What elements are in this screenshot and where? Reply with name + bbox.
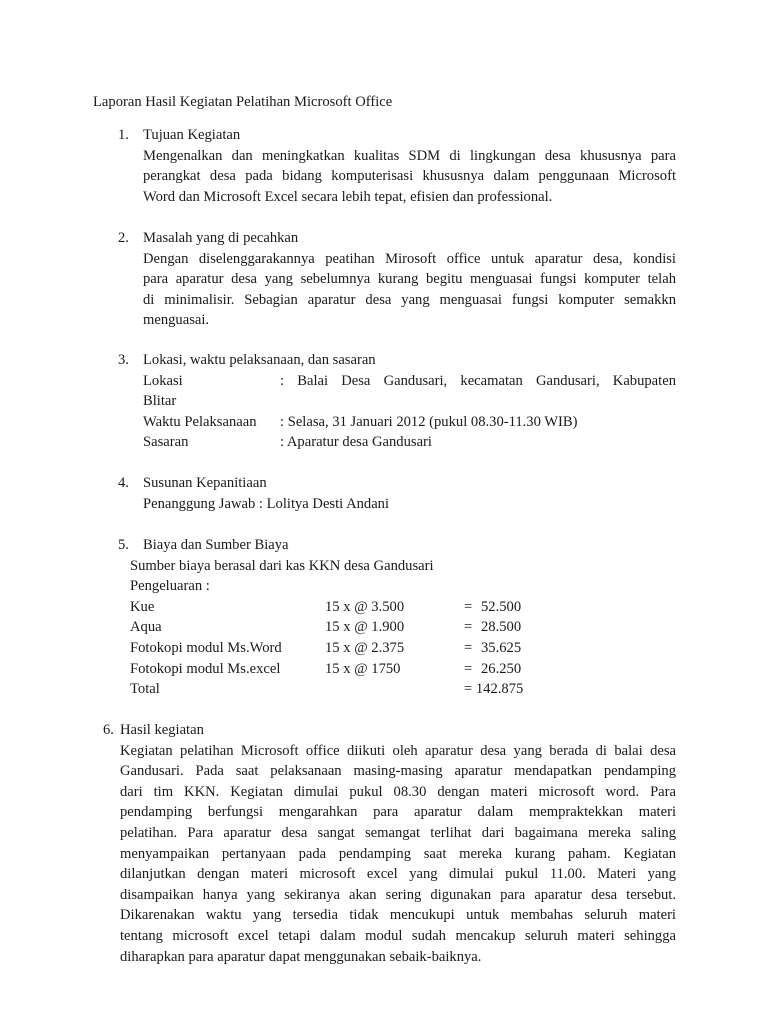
body-line: Word dan Microsoft Excel secara lebih tepat, efisien dan professional.	[143, 188, 553, 205]
body-line: menguasai.	[143, 312, 210, 329]
expense-item-name: Kue	[130, 598, 155, 615]
lokasi-continuation: Blitar	[143, 393, 177, 410]
expense-item-eq: =	[464, 660, 473, 677]
sasaran-row	[143, 432, 676, 453]
body-line: perangkat desa pada bidang komputerisasi khususnya dalam penggunaan Microsoft	[143, 168, 676, 185]
section-body	[143, 146, 676, 208]
expense-item-amount: 35.625	[481, 639, 522, 656]
expense-row	[130, 659, 550, 680]
sasaran-label: Sasaran	[143, 434, 189, 451]
section-number: 2.	[118, 230, 129, 246]
cost-source: Sumber biaya berasal dari kas KKN desa Gandusari	[130, 557, 434, 574]
body-line: menyampaikan pertanyaan pada pendamping saat mereka kurang paham. Kegiatan	[120, 845, 676, 862]
body-line: diharapkan para aparatur dapat menggunakan sebaik-baiknya.	[120, 948, 482, 965]
body-line: Gandusari. Pada saat pelaksanaan masing-masing aparatur mendapatkan pendamping	[120, 763, 676, 780]
expense-item-qty: 15 x @ 2.375	[325, 639, 405, 656]
body-line: para aparatur desa yang sebelumnya kurang begitu menguasai fungsi komputer telah	[143, 271, 676, 288]
expense-item-eq: =	[464, 639, 473, 656]
expense-item-amount: 52.500	[481, 598, 522, 615]
body-line: Mengenalkan dan meningkatkan kualitas SDM di lingkungan desa khususnya para	[143, 147, 676, 164]
expense-total-row	[130, 679, 550, 700]
expense-item-eq: =	[464, 598, 473, 615]
section-heading: Lokasi, waktu pelaksanaan, dan sasaran	[143, 352, 376, 368]
section-heading: Susunan Kepanitiaan	[143, 475, 267, 491]
section-heading: Hasil kegiatan	[120, 722, 204, 738]
section-heading: Masalah yang di pecahkan	[143, 230, 299, 246]
waktu-row	[143, 412, 676, 433]
expense-item-amount: 28.500	[481, 619, 522, 636]
body-line: Dengan diselenggarakannya peatihan Mirosoft office untuk aparatur desa, kondisi	[143, 250, 676, 267]
body-line: pendamping berfungsi mengarahkan para aparatur dalam mempraktekkan materi	[120, 804, 676, 821]
expense-item-qty: 15 x @ 3.500	[325, 598, 405, 615]
lokasi-label: Lokasi	[143, 372, 183, 389]
document-title: Laporan Hasil Kegiatan Pelatihan Microsoft Office	[93, 94, 393, 110]
section-heading: Biaya dan Sumber Biaya	[143, 537, 289, 553]
expense-label: Pengeluaran :	[130, 578, 210, 595]
total-label: Total	[130, 681, 160, 698]
section-number: 5.	[118, 537, 129, 553]
section-number: 3.	[118, 352, 129, 368]
expense-item-amount: 26.250	[481, 660, 522, 677]
waktu-value: : Selasa, 31 Januari 2012 (pukul 08.30-11.30 WIB)	[280, 413, 578, 430]
section-body	[120, 741, 676, 968]
expense-item-qty: 15 x @ 1750	[325, 660, 401, 677]
section-number: 1.	[118, 127, 129, 143]
body-line: dilanjutkan dengan materi microsoft excel yang dimulai pukul 11.00. Materi yang	[120, 866, 676, 883]
expense-item-name: Fotokopi modul Ms.excel	[130, 660, 281, 677]
waktu-label: Waktu Pelaksanaan	[143, 413, 257, 430]
cost-block	[130, 556, 550, 700]
expense-row	[130, 597, 550, 618]
body-line: disampaikan hanya yang sekiranya akan sering digunakan para aparatur desa tersebut.	[120, 886, 676, 903]
expense-row	[130, 617, 550, 638]
body-line: Dikarenakan waktu yang tersedia tidak mencukupi untuk membahas seluruh materi	[120, 907, 676, 924]
section-body	[143, 249, 676, 331]
expense-item-name: Fotokopi modul Ms.Word	[130, 639, 282, 656]
body-line: dari tim KKN. Kegiatan dimulai pukul 08.30 dengan materi microsoft word. Para	[120, 783, 676, 800]
expense-item-qty: 15 x @ 1.900	[325, 619, 405, 636]
section-body	[143, 371, 676, 453]
penanggung-jawab: Penanggung Jawab : Lolitya Desti Andani	[143, 495, 390, 512]
section-heading: Tujuan Kegiatan	[143, 127, 241, 143]
expense-row	[130, 638, 550, 659]
body-line: tentang microsoft excel tetapi dalam modul sudah mencakup seluruh materi sehingga	[120, 927, 676, 944]
section-number: 4.	[118, 475, 129, 491]
sasaran-value: : Aparatur desa Gandusari	[280, 434, 432, 451]
total-value: = 142.875	[464, 681, 524, 698]
lokasi-row	[143, 371, 676, 392]
expense-item-eq: =	[464, 619, 473, 636]
section-number: 6.	[103, 722, 114, 738]
section-body	[143, 494, 676, 515]
body-line: di minimalisir. Sebagian aparatur desa yang menguasai fungsi komputer semakkn	[143, 291, 676, 308]
lokasi-value: : Balai Desa Gandusari, kecamatan Gandusari, Kabupaten	[280, 372, 676, 389]
expense-item-name: Aqua	[130, 619, 162, 636]
body-line: Kegiatan pelatihan Microsoft office diikuti oleh aparatur desa yang berada di balai desa	[120, 742, 676, 759]
body-line: pelatihan. Para aparatur desa sangat semangat terlihat dari bagaimana mereka saling	[120, 824, 676, 841]
